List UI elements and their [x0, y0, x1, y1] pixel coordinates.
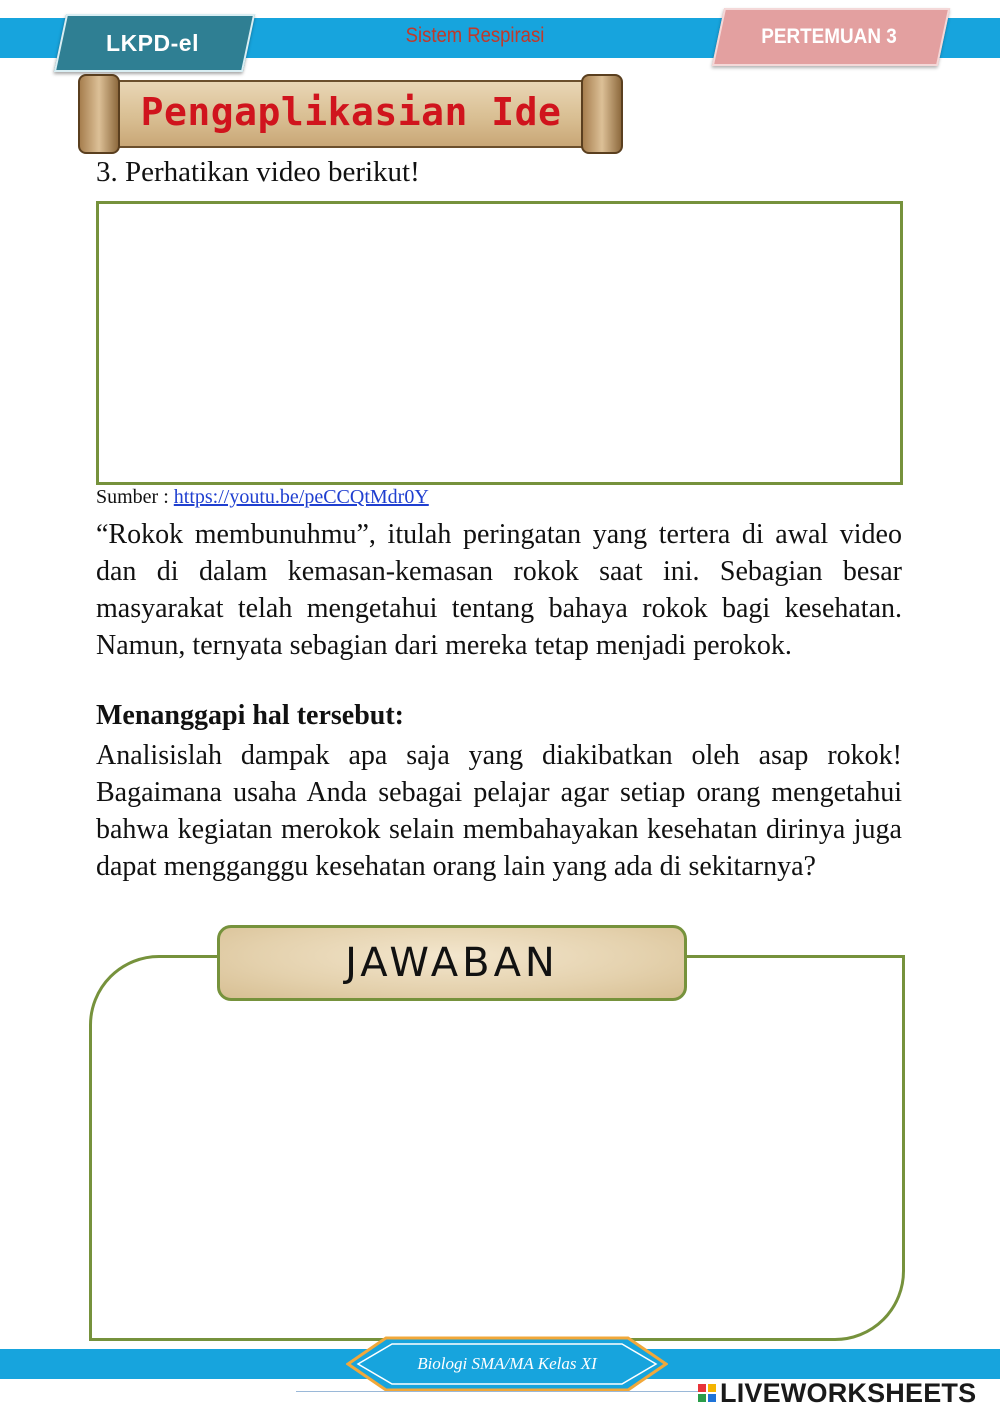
video-embed-frame[interactable] [96, 201, 903, 485]
lkpd-tab-label: LKPD-el [106, 29, 199, 56]
liveworksheets-logo-icon [698, 1384, 716, 1402]
question-label: 3. Perhatikan video berikut! [96, 156, 420, 188]
watermark-text: LIVEWORKSHEETS [720, 1377, 977, 1408]
section-scroll-banner [78, 74, 623, 150]
answer-label: JAWABAN [217, 925, 687, 1001]
liveworksheets-watermark [698, 1378, 976, 1408]
answer-input-area[interactable] [89, 955, 905, 1341]
source-line [96, 486, 429, 509]
intro-paragraph: “Rokok membunuhmu”, itulah peringatan yang tertera di awal video dan di dalam kemasan-kemasan rokok saat ini. Sebagian besar masyarakat telah mengetahui tentang bahaya rokok bagi kesehatan. Namun, ternyata sebagian dari mereka tetap menjadi perokok. [96, 519, 902, 661]
task-paragraph: Analisislah dampak apa saja yang diakibatkan oleh asap rokok! Bagaimana usaha Anda sebagai pelajar agar setiap orang mengetahui bahwa kegiatan merokok selain membahayakan kesehatan dirinya juga dapat mengganggu kesehatan orang lain yang ada di sekitarnya? [96, 740, 902, 882]
source-label: Sumber : [96, 486, 174, 508]
footer-divider [296, 1391, 706, 1392]
footer-text: Biologi SMA/MA Kelas XI [417, 1354, 597, 1373]
meeting-tab-label: PERTEMUAN 3 [761, 25, 897, 48]
source-link[interactable]: https://youtu.be/peCCQtMdr0Y [173, 486, 429, 508]
section-title: Pengaplikasian Ide [140, 90, 562, 134]
header-title: Sistem Respirasi [405, 24, 545, 47]
task-subheading: Menanggapi hal tersebut: [96, 700, 404, 731]
